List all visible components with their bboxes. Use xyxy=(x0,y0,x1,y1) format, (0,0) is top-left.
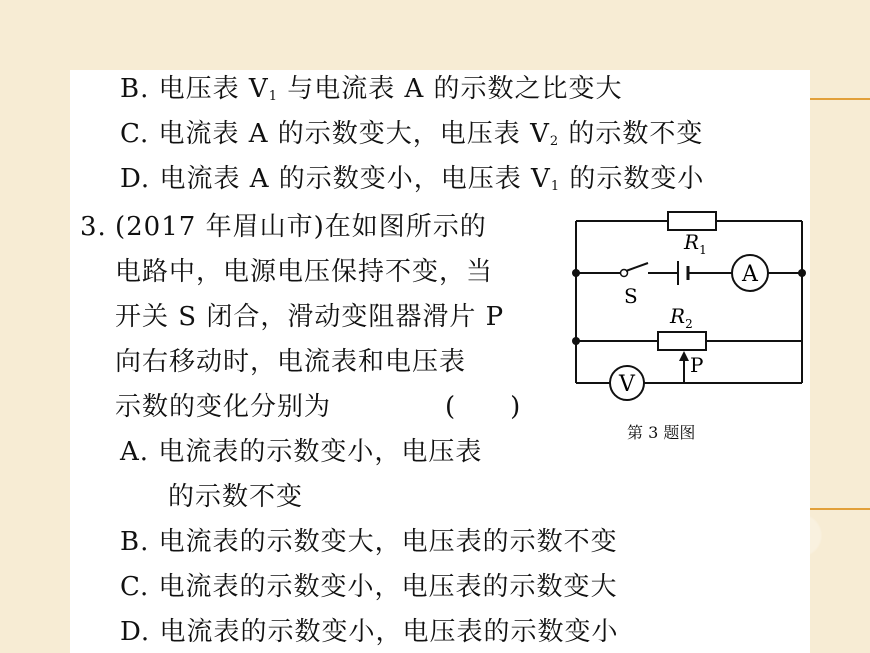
slider-arrow-icon xyxy=(679,351,689,361)
question-number xyxy=(80,210,107,244)
resistor-r2-symbol xyxy=(658,332,706,350)
figure-caption: 第 3 题图 xyxy=(627,423,696,442)
option-prev-b xyxy=(120,72,623,114)
option-label: B. xyxy=(120,74,150,104)
option-a-line-1 xyxy=(120,435,482,469)
subscript: 2 xyxy=(549,134,560,149)
option-text: 电压表 V xyxy=(158,74,269,104)
question-line-4 xyxy=(115,345,466,379)
option-text: 电流表的示数变小，电压表的示数变大 xyxy=(158,572,618,602)
option-c xyxy=(120,570,618,604)
option-text: 的示数不变 xyxy=(168,482,304,512)
switch-label: S xyxy=(624,284,638,308)
option-text: 的示数不变 xyxy=(559,119,704,149)
r2-label: $R_2$ xyxy=(670,304,693,331)
option-text: 电流表的示数变大，电压表的示数不变 xyxy=(158,527,618,557)
question-line-5 xyxy=(115,390,331,424)
option-text: 电流表 A 的示数变大，电压表 V xyxy=(158,119,550,149)
option-label: D. xyxy=(120,164,151,194)
option-prev-d xyxy=(120,162,704,204)
option-text: 电流表 A 的示数变小，电压表 V xyxy=(159,164,551,194)
option-text: 与电流表 A 的示数之比变大 xyxy=(277,74,623,104)
junction-dot-left xyxy=(572,269,580,277)
answer-bracket xyxy=(445,390,521,424)
option-label: C. xyxy=(120,119,150,149)
question-text: 向右移动时，电流表和电压表 xyxy=(115,347,467,377)
question-text: 开关 S 闭合，滑动变阻器滑片 P xyxy=(115,302,505,332)
option-label: A. xyxy=(120,437,150,467)
option-a-line-2 xyxy=(168,480,303,514)
option-text: 电流表的示数变小，电压表 xyxy=(158,437,483,467)
subscript: 1 xyxy=(550,179,561,194)
option-b xyxy=(120,525,618,559)
option-prev-c xyxy=(120,117,703,159)
voltmeter-label: V xyxy=(619,372,635,397)
question-line-2 xyxy=(115,255,493,289)
option-label: C. xyxy=(120,572,150,602)
subscript: 1 xyxy=(268,89,278,104)
junction-dot-right xyxy=(798,269,806,277)
option-text: 的示数变小 xyxy=(560,164,705,194)
resistor-r1-symbol xyxy=(668,212,716,230)
question-text: (2017 年眉山市)在如图所示的 xyxy=(115,212,487,242)
junction-dot-left-r2 xyxy=(572,337,580,345)
switch-blade-icon xyxy=(626,263,648,271)
decor-line-top xyxy=(810,98,870,100)
slider-label: P xyxy=(690,353,704,377)
question-line-1 xyxy=(115,210,487,244)
option-d xyxy=(120,615,618,649)
question-number-text: 3. xyxy=(80,212,107,242)
option-label: D. xyxy=(120,617,151,647)
question-line-3 xyxy=(115,300,504,334)
answer-bracket-text: ( ) xyxy=(445,392,522,422)
question-text: 电路中，电源电压保持不变，当 xyxy=(115,257,494,287)
decor-line-bottom xyxy=(810,508,870,510)
question-text: 示数的变化分别为 xyxy=(115,392,332,422)
option-text: 电流表的示数变小，电压表的示数变小 xyxy=(159,617,619,647)
option-label: B. xyxy=(120,527,150,557)
r1-label: $R_1$ xyxy=(684,230,707,257)
ammeter-label: A xyxy=(742,262,758,287)
circuit-diagram xyxy=(560,205,820,405)
